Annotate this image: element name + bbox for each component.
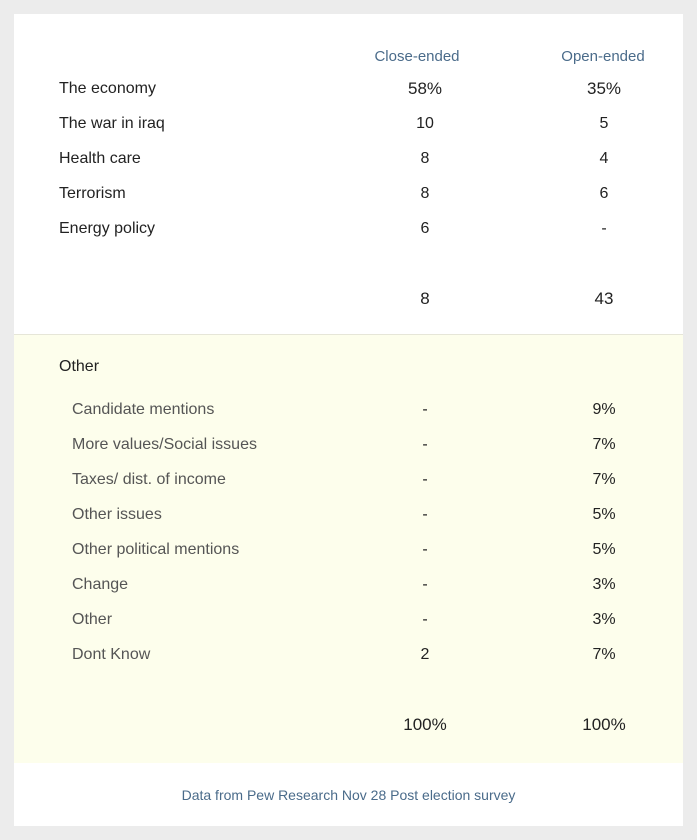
cell-open-war-in-iraq: 5	[599, 115, 609, 132]
cell-close-health-care: 8	[420, 150, 430, 167]
row-label-energy-policy: Energy policy	[59, 220, 156, 237]
row-label-war-in-iraq: The war in iraq	[59, 115, 165, 132]
row-label-taxes-income: Taxes/ dist. of income	[72, 471, 226, 488]
cell-close-candidate-mentions: -	[422, 401, 428, 418]
cell-open-terrorism: 6	[599, 185, 609, 202]
cell-close-values-social-issues: -	[422, 436, 428, 453]
cell-open-dont-know: 7%	[592, 646, 616, 663]
row-label-health-care: Health care	[59, 150, 141, 167]
row-label-dont-know: Dont Know	[72, 646, 151, 663]
cell-close-energy-policy: 6	[420, 220, 430, 237]
row-label-other-issues: Other issues	[72, 506, 162, 523]
cell-open-taxes-income: 7%	[592, 471, 616, 488]
source-note: Data from Pew Research Nov 28 Post election survey	[181, 787, 516, 803]
cell-close-subtotal: 8	[420, 289, 430, 308]
cell-open-health-care: 4	[599, 150, 609, 167]
column-header-open-ended: Open-ended	[561, 48, 645, 65]
cell-close-taxes-income: -	[422, 471, 428, 488]
cell-open-total: 100%	[582, 715, 626, 734]
cell-open-other: 3%	[592, 611, 616, 628]
cell-close-economy: 58%	[407, 79, 443, 98]
row-label-other: Other	[72, 611, 113, 628]
cell-close-other-political: -	[422, 541, 428, 558]
row-label-other-political: Other political mentions	[72, 541, 240, 558]
other-section	[14, 334, 683, 763]
row-label-values-social-issues: More values/Social issues	[72, 436, 257, 453]
cell-close-other: -	[422, 611, 428, 628]
cell-open-candidate-mentions: 9%	[592, 401, 616, 418]
survey-table-card	[14, 14, 683, 826]
cell-close-change: -	[422, 576, 428, 593]
row-label-economy: The economy	[59, 80, 156, 97]
cell-open-other-issues: 5%	[592, 506, 616, 523]
cell-close-terrorism: 8	[420, 185, 430, 202]
column-header-close-ended: Close-ended	[374, 48, 460, 65]
other-heading: Other	[59, 358, 100, 375]
row-label-change: Change	[72, 576, 129, 593]
cell-close-total: 100%	[403, 715, 447, 734]
cell-open-energy-policy: -	[601, 220, 607, 237]
cell-open-economy: 35%	[586, 79, 622, 98]
cell-open-subtotal: 43	[594, 289, 614, 308]
row-label-terrorism: Terrorism	[59, 185, 126, 202]
cell-close-dont-know: 2	[420, 646, 430, 663]
cell-close-war-in-iraq: 10	[416, 115, 434, 132]
cell-close-other-issues: -	[422, 506, 428, 523]
cell-open-change: 3%	[592, 576, 616, 593]
row-label-candidate-mentions: Candidate mentions	[72, 401, 215, 418]
cell-open-other-political: 5%	[592, 541, 616, 558]
cell-open-values-social-issues: 7%	[592, 436, 616, 453]
